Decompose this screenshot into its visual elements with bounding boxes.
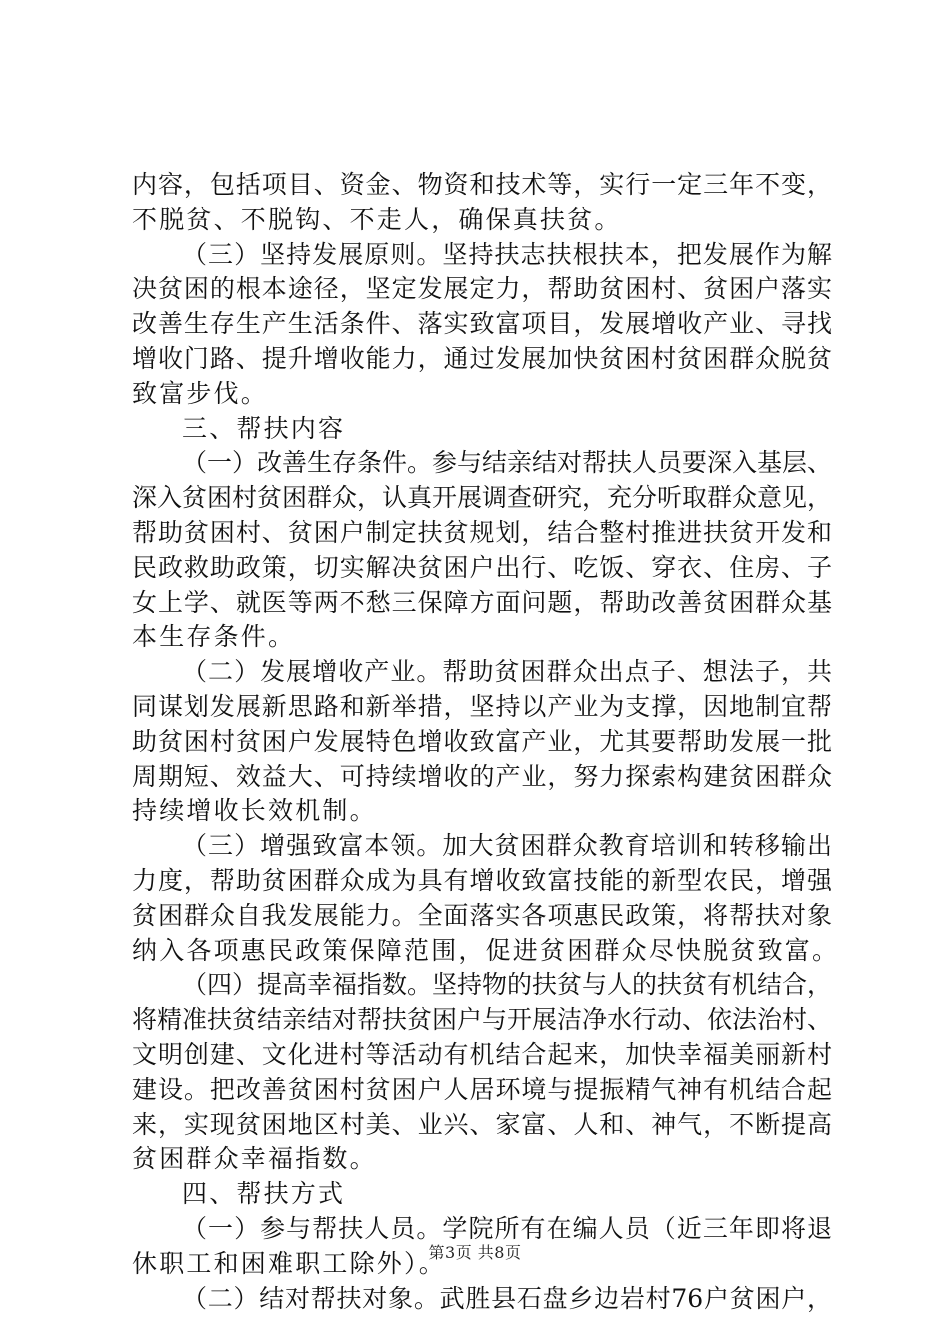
text-line: （三）增强致富本领。加大贫困群众教育培训和转移输出 xyxy=(182,831,832,861)
text-line: 休职工和困难职工除外）。 xyxy=(132,1248,446,1278)
document-body xyxy=(132,168,840,1316)
text-line: 民政救助政策，切实解决贫困户出行、吃饭、穿衣、住房、子 xyxy=(132,552,832,582)
text-line: 同谋划发展新思路和新举措，坚持以产业为支撑，因地制宜帮 xyxy=(132,691,832,721)
text-line: 深入贫困村贫困群众，认真开展调查研究，充分听取群众意见， xyxy=(132,483,833,513)
text-line: 不脱贫、不脱钩、不走人，确保真扶贫。 xyxy=(132,204,622,234)
text-line: 力度，帮助贫困群众成为具有增收致富技能的新型农民，增强 xyxy=(132,865,832,895)
text-line: （一）改善生存条件。参与结亲结对帮扶人员要深入基层、 xyxy=(182,448,833,478)
text-line: 周期短、效益大、可持续增收的产业，努力探索构建贫困群众 xyxy=(132,761,832,791)
text-line: 决贫困的根本途径，坚定发展定力，帮助贫困村、贫困户落实 xyxy=(132,274,832,304)
text-line: 将精准扶贫结亲结对帮扶贫困户与开展洁净水行动、依法治村、 xyxy=(132,1005,833,1035)
page-footer: 第3页 共8页 xyxy=(428,1243,522,1262)
text-line: 三、帮扶内容 xyxy=(182,413,346,443)
text-line: 持续增收长效机制。 xyxy=(132,796,377,826)
text-line: （一）参与帮扶人员。学院所有在编人员（近三年即将退 xyxy=(182,1213,832,1243)
text-line: 纳入各项惠民政策保障范围，促进贫困群众尽快脱贫致富。 xyxy=(132,935,840,965)
text-line: 文明创建、文化进村等活动有机结合起来，加快幸福美丽新村 xyxy=(132,1039,832,1069)
text-line: 贫困群众幸福指数。 xyxy=(132,1144,377,1174)
text-line: 建设。把改善贫困村贫困户人居环境与提振精气神有机结合起 xyxy=(132,1074,832,1104)
text-line: 助贫困村贫困户发展特色增收致富产业，尤其要帮助发展一批 xyxy=(132,726,832,756)
text-line: 帮助贫困村、贫困户制定扶贫规划，结合整村推进扶贫开发和 xyxy=(132,517,832,547)
text-line: 增收门路、提升增收能力，通过发展加快贫困村贫困群众脱贫 xyxy=(132,343,832,373)
text-line: （二）发展增收产业。帮助贫困群众出点子、想法子，共 xyxy=(182,657,832,687)
text-line: （四）提高幸福指数。坚持物的扶贫与人的扶贫有机结合， xyxy=(182,970,833,1000)
text-line: （三）坚持发展原则。坚持扶志扶根扶本，把发展作为解 xyxy=(182,239,832,269)
text-line: 改善生存生产生活条件、落实致富项目，发展增收产业、寻找 xyxy=(132,309,832,339)
text-line: 本生存条件。 xyxy=(132,622,296,652)
text-line: 四、帮扶方式 xyxy=(182,1179,346,1209)
text-line: 女上学、就医等两不愁三保障方面问题，帮助改善贫困群众基 xyxy=(132,587,832,617)
text-line: 来，实现贫困地区村美、业兴、家富、人和、神气，不断提高 xyxy=(132,1109,832,1139)
text-line: 致富步伐。 xyxy=(132,378,269,408)
text-line: 贫困群众自我发展能力。全面落实各项惠民政策，将帮扶对象 xyxy=(132,900,832,930)
text-line: （二）结对帮扶对象。武胜县石盘乡边岩村76户贫困户， xyxy=(182,1283,832,1313)
text-line: 内容，包括项目、资金、物资和技术等，实行一定三年不变， xyxy=(132,170,832,199)
